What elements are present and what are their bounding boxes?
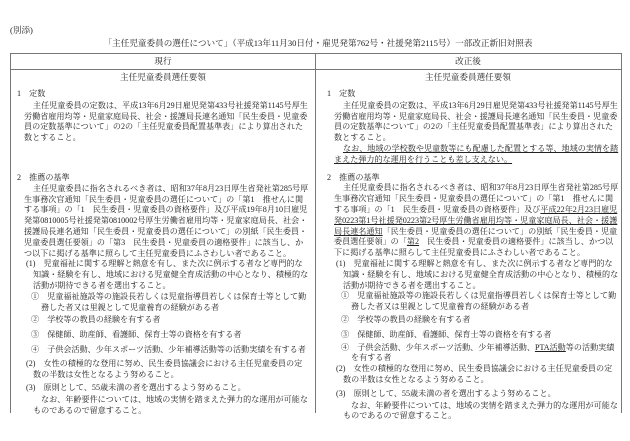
text-line bbox=[321, 216, 621, 227]
text-line: (2) 女性の積極的な登用に努め、民生委員協議会における主任児童委員の定 bbox=[336, 364, 613, 374]
amended-text: 発0223第1号社援発0223第2号厚生労働省雇用均等・児童家庭局長、社会・援護 bbox=[334, 215, 618, 225]
text-segment: 「民生委員・児童委員の選任について」の別紙「民生委員・児童 bbox=[382, 226, 618, 236]
text-line: なお、年齢要件については、地域の実情を踏まえた弾力的な運用が可能な bbox=[41, 395, 308, 405]
revised-text-block bbox=[321, 315, 621, 326]
document-title: 「主任児童委員の選任について」（平成13年11月30日付・雇児発第762号・社援発第2115号）一部改正新旧対照表 bbox=[103, 38, 533, 48]
text-line: 主任児童委員の定数は、平成13年6月29日雇児発第433号社援発第1145号厚生 bbox=[33, 100, 308, 110]
text-line: 活動が期待できる者を選出すること。 bbox=[343, 280, 481, 290]
text-line: 員の定数基準について」の2の「主任児童委員配置基準表」により算出された bbox=[334, 122, 614, 132]
revised-text-block bbox=[321, 401, 621, 423]
text-segment: 民生委員・児童委員の適格要件」に該当し、かつ以 bbox=[419, 237, 614, 247]
amended-text: 平成22年2月23日雇児 bbox=[540, 204, 618, 214]
text-line: 労働省雇用均等・児童家庭局長、社会・援護局長連名通知「民生委員・児童委 bbox=[334, 111, 618, 121]
text-line: なお、年齢要件については、地域の実情を踏まえた弾力的な運用が可能な bbox=[351, 400, 618, 410]
text-line: 数の半数は女性となるよう努めること。 bbox=[33, 369, 179, 379]
text-line: 務した者又は里親として児童養育の経験がある者 bbox=[41, 302, 220, 312]
revised-text-block bbox=[321, 144, 621, 166]
current-text-block bbox=[11, 315, 311, 326]
text-line: 2 推薦の基準 bbox=[17, 172, 70, 182]
text-line: ③ 保健師、助産師、看護師、保育士等の資格を有する者 bbox=[31, 330, 242, 340]
text-line: 生事務次官通知「民生委員・児童委員の選任について」の「第1 推せんに関 bbox=[334, 194, 614, 204]
text-line: する事項」の「1 民生委員・児童委員の資格要件」及び平成19年8月10日雇児 bbox=[24, 205, 308, 215]
text-line: (3) 原則として、55歳未満の者を選出するよう努めること。 bbox=[336, 388, 556, 398]
text-line: 員の定数基準について」の2の「主任児童委員配置基準表」により算出された bbox=[24, 122, 304, 132]
amended-text: 局長連名通知 bbox=[334, 226, 383, 236]
revised-column bbox=[321, 89, 621, 422]
revised-text-block bbox=[321, 330, 621, 341]
revised-subtitle: 主任児童委員選任要領 bbox=[425, 72, 511, 82]
text-segment: する事項」の「1 民生委員・児童委員の資格要件」及び bbox=[334, 204, 541, 214]
text-line: (1) 児童福祉に関する理解と熱意を有し、また次に例示する者など専門的な bbox=[336, 258, 613, 268]
text-line: 下に掲げる基準に照らして主任児童委員にふさわしい者であること。 bbox=[334, 248, 585, 258]
text-line: 主任児童委員に指名されるべき者は、昭和37年8月23日厚生省発社第285号厚 bbox=[343, 183, 619, 193]
text-line: (2) 女性の積極的な登用に努め、民生委員協議会における主任児童委員の定 bbox=[26, 358, 303, 368]
current-text-block bbox=[11, 173, 311, 184]
text-line: (1) 児童福祉に関する理解と熱意を有し、また次に例示する者など専門的な bbox=[26, 259, 303, 269]
revised-text-block bbox=[321, 259, 621, 291]
text-line: 主任児童委員の定数は、平成13年6月29日雇児発第433号社援発第1145号厚生 bbox=[343, 100, 618, 110]
text-line: 生事務次官通知「民生委員・児童委員の選任について」の「第1 推せんに関 bbox=[24, 194, 304, 204]
text-line: 務した者又は里親として児童養育の経験がある者 bbox=[351, 302, 530, 312]
text-line bbox=[321, 343, 621, 354]
revised-text-block bbox=[321, 364, 621, 386]
text-line bbox=[321, 227, 621, 238]
text-line: 数とすること。 bbox=[334, 133, 391, 143]
current-text-block bbox=[11, 330, 311, 341]
column-header-current: 現行 bbox=[154, 56, 172, 66]
text-line: 2 推薦の基準 bbox=[327, 172, 380, 182]
current-text-block bbox=[11, 259, 311, 291]
text-line: 児童委員選任要領」の「第3 民生委員・児童委員の適格要件」に該当し、か bbox=[24, 237, 304, 247]
current-text-block bbox=[11, 89, 311, 100]
text-line: ものであるので留意すること。 bbox=[33, 405, 147, 415]
revised-text-block bbox=[321, 89, 621, 100]
current-text-block bbox=[11, 359, 311, 381]
text-line: 知識・経験を有し、地域における児童健全育成活動の中心となり、積極的な bbox=[343, 269, 619, 279]
amended-text: PTA活動 bbox=[534, 342, 566, 352]
text-line: つ以下に掲げる基準に照らして主任児童委員にふさわしい者であること。 bbox=[24, 248, 292, 258]
revised-text-block bbox=[321, 343, 621, 365]
attachment-label: (別添) bbox=[10, 25, 33, 35]
text-line: 1 定数 bbox=[327, 89, 356, 98]
text-segment: ④ 子供会活動、少年スポーツ活動、少年補導活動、 bbox=[341, 342, 535, 352]
revised-text-block bbox=[321, 389, 621, 400]
column-header-revised: 改正後 bbox=[455, 56, 481, 66]
text-line: 発第0810005号社援発第0810002号厚生労働省雇用均等・児童家庭局長、社会・ bbox=[24, 216, 308, 226]
text-line: ① 児童福祉施設等の施設長若しくは児童指導員若しくは保育士等として勤 bbox=[31, 291, 307, 301]
text-line: 数の半数は女性となるよう努めること。 bbox=[343, 374, 489, 384]
text-line: 知識・経験を有し、地域における児童健全育成活動の中心となり、積極的な bbox=[33, 270, 309, 280]
current-subtitle: 主任児童委員選任要領 bbox=[120, 72, 206, 82]
revised-text-block bbox=[321, 173, 621, 184]
revised-text-block bbox=[321, 183, 621, 259]
text-line bbox=[321, 155, 621, 166]
text-line bbox=[321, 237, 621, 248]
text-line: ② 学校等の教員の経験を有する者 bbox=[31, 315, 161, 325]
text-line: ④ 子供会活動、少年スポーツ活動、少年補導活動等の活動実績を有する者 bbox=[31, 344, 306, 354]
text-line: 数とすること。 bbox=[24, 133, 81, 143]
text-line: (3) 原則として、55歳未満の者を選出するよう努めること。 bbox=[26, 383, 246, 393]
current-text-block bbox=[11, 345, 311, 356]
current-column bbox=[11, 89, 311, 417]
text-line: ② 学校等の教員の経験を有する者 bbox=[341, 314, 471, 324]
text-line: ① 児童福祉施設等の施設長若しくは児童指導員若しくは保育士等として勤 bbox=[341, 291, 617, 301]
text-line: 援護局長連名通知「民生委員・児童委員の選任について」の別紙「民生委員・ bbox=[24, 226, 308, 236]
text-line: ものであるので留意すること。 bbox=[343, 411, 457, 421]
current-text-block bbox=[11, 184, 311, 260]
revised-text-block bbox=[321, 291, 621, 313]
current-text-block bbox=[11, 292, 311, 314]
revised-text-block bbox=[321, 101, 621, 144]
current-text-block bbox=[11, 101, 311, 144]
text-line: ③ 保健師、助産師、看護師、保育士等の資格を有する者 bbox=[341, 329, 552, 339]
amended-text: なお、地域の学校数や児童数等にも配慮した配置とする等、地域の実情を踏 bbox=[343, 143, 619, 153]
text-line: 活動が期待できる者を選出すること。 bbox=[33, 280, 171, 290]
text-line bbox=[321, 144, 621, 155]
text-line: を有する者 bbox=[351, 353, 392, 363]
text-line: 1 定数 bbox=[17, 89, 46, 98]
text-segment: 等の活動実績 bbox=[565, 342, 615, 352]
text-line: 労働省雇用均等・児童家庭局長、社会・援護局長連名通知「民生委員・児童委 bbox=[24, 111, 308, 121]
text-segment: 委員選任要領」の「 bbox=[334, 237, 407, 247]
amended-text: 第2 bbox=[406, 237, 420, 247]
comparison-table bbox=[10, 53, 622, 421]
current-text-block bbox=[11, 383, 311, 394]
table-header-row bbox=[11, 53, 621, 70]
column-divider bbox=[315, 53, 316, 413]
text-line: 主任児童委員に指名されるべき者は、昭和37年8月23日厚生省発社第285号厚 bbox=[33, 183, 309, 193]
text-line bbox=[321, 205, 621, 216]
current-text-block bbox=[11, 395, 311, 417]
amended-text: まえた弾力的な運用を行うことも差し支えない。 bbox=[334, 154, 513, 164]
